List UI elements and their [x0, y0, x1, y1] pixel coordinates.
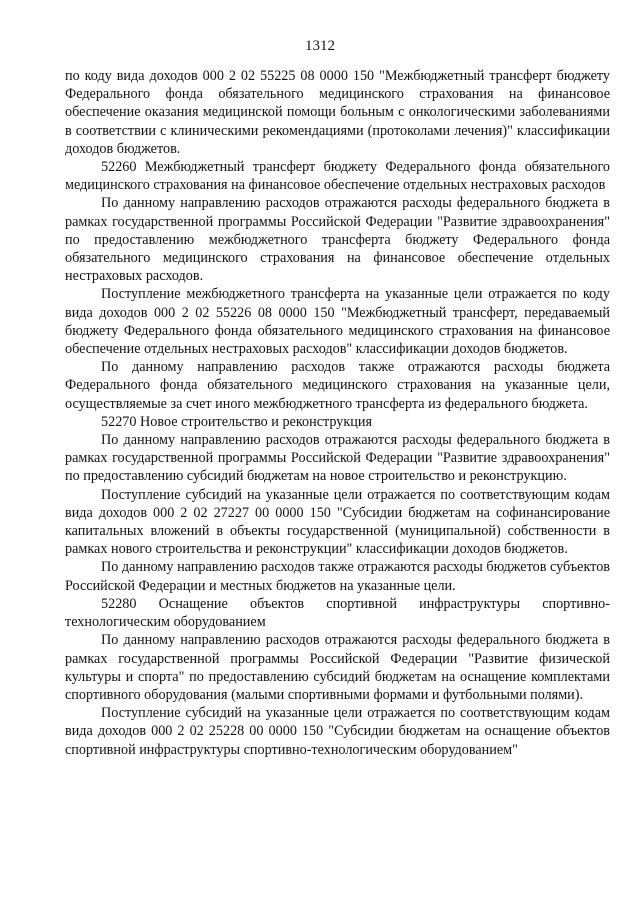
paragraph: По данному направлению расходов отражаются расходы федерального бюджета в рамках государственной программы Российской Федерации "Развитие здравоохранения" по предоставлению межбюджетного трансферта бюджету Федерального фонда обязательного медицинского страхования на финансовое обеспечение отдельных нестраховых расходов. — [65, 195, 610, 285]
section-heading-52270: 52270 Новое строительство и реконструкция — [101, 413, 372, 430]
paragraph: По данному направлению расходов также отражаются расходы бюджетов субъектов Российской Федерации и местных бюджетов на указанные цели. — [65, 559, 610, 594]
section-heading-52280: 52280 Оснащение объектов спортивной инфраструктуры спортивно-технологическим оборудованием — [65, 595, 610, 631]
paragraph: Поступление межбюджетного трансферта на указанные цели отражается по коду вида доходов 000 2 02 55226 08 0000 150 "Межбюджетный трансферт, передаваемый бюджету Федерального фонда обязательного медицинского страхования на финансовое обеспечение отдельных нестраховых расходов" классификации доходов бюджетов. — [65, 286, 610, 358]
paragraph: По данному направлению расходов также отражаются расходы бюджета Федерального фонда обязательного медицинского страхования на указанные цели, осуществляемые за счет иного межбюджетного трансферта из федерального бюджета. — [65, 359, 610, 412]
paragraph: По данному направлению расходов отражаются расходы федерального бюджета в рамках государственной программы Российской Федерации "Развитие физической культуры и спорта" по предоставлению субсидий бюджетам на оснащение комплектами спортивного оборудования (малыми спортивными формами и футбольными полями). — [65, 632, 610, 703]
paragraph: Поступление субсидий на указанные цели отражается по соответствующим кодам вида доходов 000 2 02 27227 00 0000 150 "Субсидии бюджетам на софинансирование капитальных вложений в объекты государственной (муниципальной) собственности в рамках нового строительства и реконструкции" классификации доходов бюджетов. — [65, 486, 610, 558]
paragraph: По данному направлению расходов отражаются расходы федерального бюджета в рамках государственной программы Российской Федерации "Развитие здравоохранения" по предоставлению субсидий бюджетам на новое строительство и реконструкцию. — [65, 432, 610, 485]
paragraph-continuation: по коду вида доходов 000 2 02 55225 08 0000 150 "Межбюджетный трансферт бюджету Федерального фонда обязательного медицинского страхования на финансовое обеспечение оказания медицинской помощи больным с онкологическими заболеваниями в соответствии с клиническими рекомендациями (протоколами лечения)" классификации доходов бюджетов. — [65, 68, 610, 157]
document-body — [65, 67, 610, 759]
page-number: 1312 — [305, 38, 335, 54]
paragraph: Поступление субсидий на указанные цели отражается по соответствующим кодам вида доходов 000 2 02 25228 00 0000 150 "Субсидии бюджетам на оснащение объектов спортивной инфраструктуры спортивно-технологическим оборудованием" — [65, 705, 610, 758]
section-heading-52260: 52260 Межбюджетный трансферт бюджету Федерального фонда обязательного медицинского страхования на финансовое обеспечение отдельных нестраховых расходов — [65, 159, 610, 194]
